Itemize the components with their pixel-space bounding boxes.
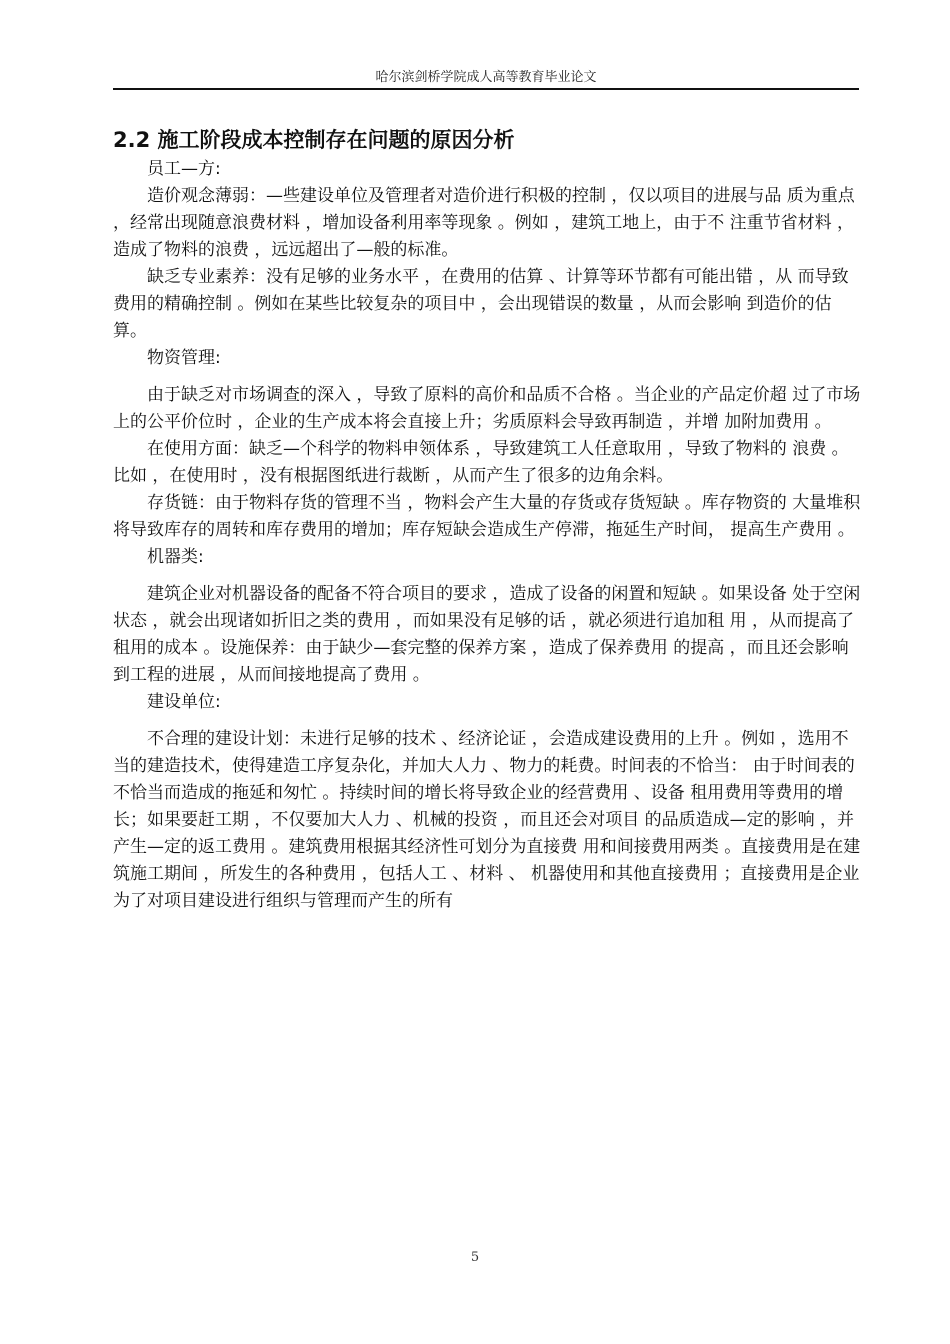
- paragraph: 机器类:: [147, 547, 204, 567]
- paragraph: 存货链：由于物料存货的管理不当 ，物料会产生大量的存货或存货短缺 。库存物资的 大量堆积将导致库存的周转和库存费用的增加；库存短缺会造成生产停滞，拖延生产时间， 提高生产费用 。: [113, 493, 861, 540]
- body-text: [113, 156, 863, 915]
- header-divider: [113, 88, 859, 90]
- paragraph: 员工—方:: [147, 159, 221, 179]
- paragraph: 在使用方面：缺乏—个科学的物料申领体系 ，导致建筑工人任意取用 ，导致了物料的 浪费 。比如 ，在使用时 ，没有根据图纸进行裁断 ，从而产生了很多的边角余料。: [113, 439, 849, 486]
- paragraph: 由于缺乏对市场调查的深入 ，导致了原料的高价和品质不合格 。当企业的产品定价超 过了市场上的公平价位时 ，企业的生产成本将会直接上升；劣质原料会导致再制造 ，并增 加附加费用 。: [113, 385, 861, 432]
- paragraph: 物资管理:: [147, 348, 221, 368]
- paragraph: 建筑企业对机器设备的配备不符合项目的要求 ，造成了设备的闲置和短缺 。如果设备 处于空闲状态 ，就会出现诸如折旧之类的费用 ，而如果没有足够的话 ，就必须进行追加租 用 ，从而提高了租用的成本 。设施保养：由于缺少—套完整的保养方案 ，造成了保养费用 的提高 ，而且还会影响到工程的进展 ，从而间接地提高了费用 。: [113, 584, 861, 685]
- paragraph: 建设单位:: [147, 692, 221, 712]
- section-heading: 2.2 施工阶段成本控制存在问题的原因分析: [113, 128, 515, 152]
- running-header: 哈尔滨剑桥学院成人高等教育毕业论文: [375, 70, 597, 85]
- paragraph: 造价观念薄弱：—些建设单位及管理者对造价进行积极的控制 ，仅以项目的进展与品 质为重点 ，经常出现随意浪费材料 ，增加设备利用率等现象 。例如 ，建筑工地上，由于不 注重节省材料 ，造成了物料的浪费 ，远远超出了—般的标准。: [113, 186, 855, 260]
- page-number: 5: [470, 1250, 480, 1265]
- paragraph: 缺乏专业素养：没有足够的业务水平 ，在费用的估算 、计算等环节都有可能出错 ，从 而导致费用的精确控制 。例如在某些比较复杂的项目中 ，会出现错误的数量 ，从而会影响 到造价的估算。: [113, 267, 849, 341]
- paragraph: 不合理的建设计划：未进行足够的技术 、经济论证 ，会造成建设费用的上升 。例如 ，选用不当的建造技术，使得建造工序复杂化，并加大人力 、物力的耗费。时间表的不恰当： 由于时间表的不恰当而造成的拖延和匆忙 。持续时间的增长将导致企业的经营费用 、设备 租用费用等费用的增长；如果要赶工期 ，不仅要加大人力 、机械的投资 ，而且还会对项目 的品质造成—定的影响 ，并产生—定的返工费用 。建筑费用根据其经济性可划分为直接费 用和间接费用两类 。直接费用是在建筑施工期间 ，所发生的各种费用 ，包括人工 、材料 、 机器使用和其他直接费用 ；直接费用是企业为了对项目建设进行组织与管理而产生的所有: [113, 729, 861, 911]
